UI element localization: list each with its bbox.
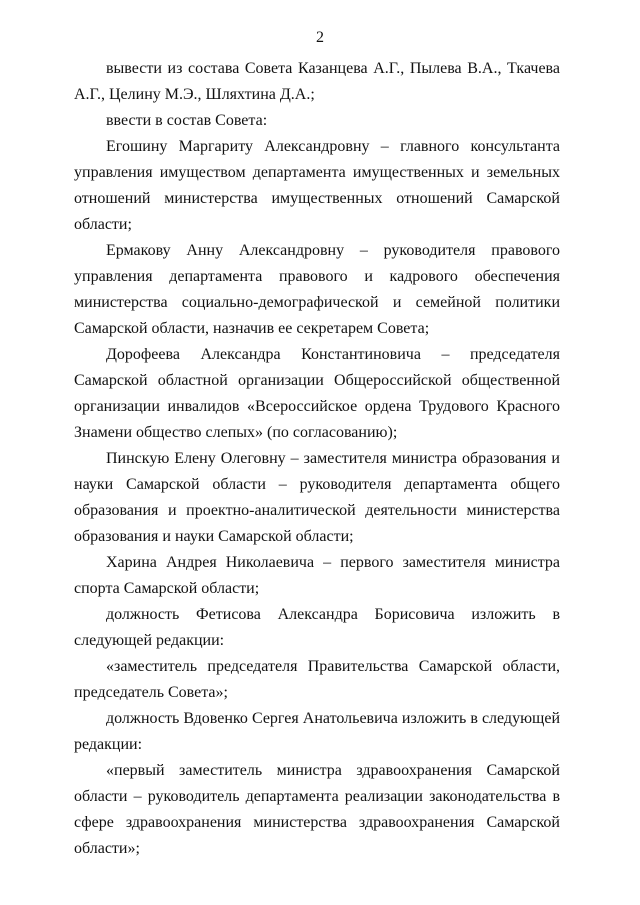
paragraph-vdovenko-new-title: «первый заместитель министра здравоохранения Самарской области – руководитель департамента реализации законодательства в сфере здравоохранения министерства здравоохранения Самарской области»; xyxy=(74,762,560,857)
paragraph-remove-members: вывести из состава Совета Казанцева А.Г., Пылева В.А., Ткачева А.Г., Целину М.Э., Шляхтина Д.А.; xyxy=(74,60,560,103)
paragraph-add-members-heading: ввести в состав Совета: xyxy=(106,112,268,129)
paragraph-ermakova: Ермакову Анну Александровну – руководителя правового управления департамента правового и кадрового обеспечения министерства социально-демографической и семейной политики Самарской области, назначив ее секретарем Совета; xyxy=(74,242,560,337)
paragraph-egoshina: Егошину Маргариту Александровну – главного консультанта управления имуществом департамента имущественных и земельных отношений министерства имущественных отношений Самарской области; xyxy=(74,138,560,233)
paragraph-dorofeev: Дорофеева Александра Константиновича – председателя Самарской областной организации Общероссийской общественной организации инвалидов «Всероссийское ордена Трудового Красного Знамени общество слепых» (по согласованию); xyxy=(74,346,560,441)
paragraph-pinskaya: Пинскую Елену Олеговну – заместителя министра образования и науки Самарской области – руководителя департамента общего образования и проектно-аналитической деятельности министерства образования и науки Самарской области; xyxy=(74,450,560,545)
page-number: 2 xyxy=(316,29,324,46)
paragraph-kharin: Харина Андрея Николаевича – первого заместителя министра спорта Самарской области; xyxy=(74,554,560,597)
document-body xyxy=(74,56,560,862)
paragraph-fetisov-position: должность Фетисова Александра Борисовича изложить в следующей редакции: xyxy=(74,606,560,649)
paragraph-vdovenko-position: должность Вдовенко Сергея Анатольевича изложить в следующей редакции: xyxy=(74,710,560,753)
paragraph-fetisov-new-title: «заместитель председателя Правительства Самарской области, председатель Совета»; xyxy=(74,658,560,701)
